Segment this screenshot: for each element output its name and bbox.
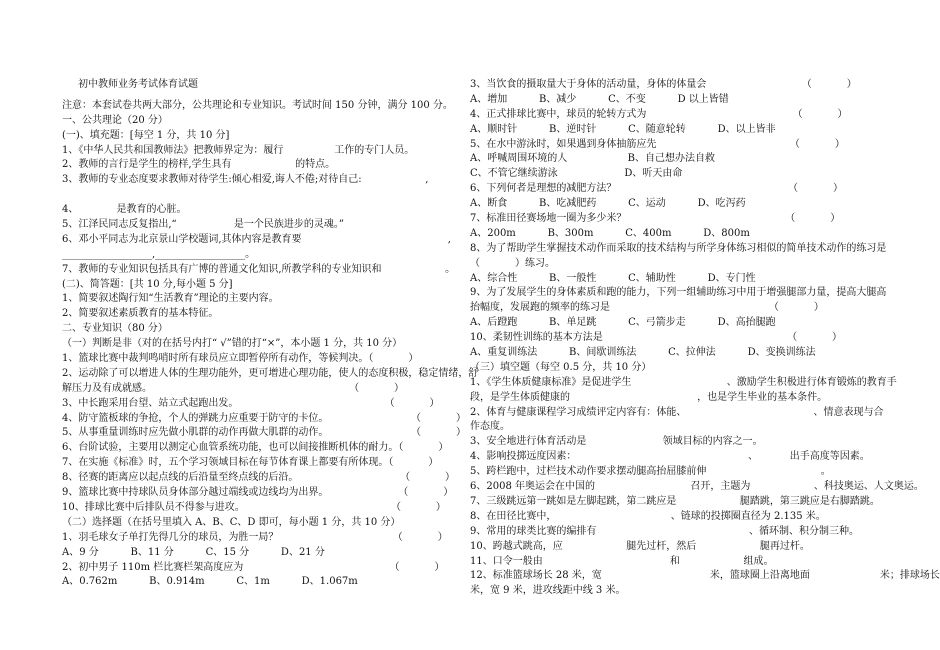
right-line: 5、在水中游泳时，如果遇到身体抽筋应先 （ ） [470, 138, 845, 150]
right-line: A、呼喊周围环境的人 B、自己想办法自救 [470, 153, 715, 165]
right-line: 8、为了帮助学生掌握技术动作而采取的技术结构与所学身体练习相似的简单技术动作的练习是 [470, 242, 887, 254]
left-line: __________________,__________________。 [62, 248, 256, 260]
left-line: 2、运动除了可以增进人体的生理功能外，更可增进心理功能，使人的态度积极，稳定情绪，舒 [62, 367, 479, 379]
right-line: 抬幅度，发展跑的频率的练习是 （ ） [470, 302, 824, 314]
left-line: 注意：本套试卷共两大部分，公共理论和专业知识。考试时间 150 分钟，满分 100 分。 [62, 99, 453, 111]
left-line: 2、简要叙述素质教育的基本特征。 [62, 308, 219, 320]
right-line: 4、正式排球比赛中，球员的轮转方式为 （ ） [470, 108, 848, 120]
right-line: 9、为了发展学生的身体素质和跑的能力，下列一组辅助练习中用于增强腿部力量，提高大腿高 [470, 287, 887, 299]
left-line: 一、公共理论（20 分） [62, 114, 168, 126]
left-column [62, 78, 479, 590]
right-line: A、顺时针 B、逆时针 C、随意轮转 D、以上皆非 [470, 123, 776, 135]
right-line: A、断食 B、吃减肥药 C、运动 D、吃泻药 [470, 198, 746, 210]
right-line: 3、安全地进行体育活动是 领域目标的内容之一。 [470, 436, 763, 448]
right-line: 段，是学生体质健康的 ，也是学生毕业的基本条件。 [470, 391, 828, 403]
left-line: 1、简要叙述陶行知“生活教育”理论的主要内容。 [62, 293, 279, 305]
left-line: (二)、简答题：[共 10 分,每小题 5 分] [62, 278, 233, 290]
right-line: 9、常用的球类比赛的编排有 、循环制、积分制三种。 [470, 525, 859, 537]
right-line: 5、跨栏跑中，过栏技术动作要求摆动腿高抬屈膝前伸 。 [470, 466, 831, 478]
right-line: （ ）练习。 [470, 257, 555, 269]
left-line: 4、 是教育的心脏。 [62, 204, 187, 216]
right-column [470, 78, 940, 599]
right-line: A、200m B、300m C、400m D、800m [470, 227, 750, 239]
right-line: A、综合性 B、一般性 C、辅助性 D、专门性 [470, 272, 756, 284]
left-line: 7、教师的专业知识包括具有广博的普通文化知识,所教学科的专业知识和 。 [62, 263, 456, 275]
left-line: 2、教师的言行是学生的榜样,学生具有 的特点。 [62, 159, 336, 171]
right-line: 12、标准篮球场长 28 米，宽 米，篮球圈上沿离地面 米；排球场长 [470, 570, 940, 582]
right-line: （三）填空题（每空 0.5 分，共 10 分） [470, 361, 652, 373]
right-line: 6、2008 年奥运会在中国的 召开，主题为 、科技奥运、人文奥运。 [470, 481, 924, 493]
right-line: 8、在田径比赛中， 、链球的投掷圈直径为 2.135 米。 [470, 510, 826, 522]
left-line: 4、防守篮板球的争抢，个人的弹跳力应重要于防守的卡位。 （ ） [62, 412, 466, 424]
right-line: 10、跨越式跳高，应 腿先过杆，然后 腿再过杆。 [470, 540, 810, 552]
right-line: 7、三级跳远第一跳如是左脚起跳，第二跳应是 腿踏跳，第三跳应是右脚踏跳。 [470, 495, 880, 507]
left-line: 3、中长跑采用台望、站立式起跑出发。 （ ） [62, 397, 440, 409]
right-line: C、不管它继续游泳 D、听天由命 [470, 168, 683, 180]
left-line: 初中教师业务考试体育试题 [78, 79, 198, 90]
right-line: 7、标准田径赛场地一圈为多少米？ （ ） [470, 213, 841, 225]
left-line: 8、径赛的距离应以起点线的后沿量至终点线的后沿。 （ ） [62, 472, 456, 484]
right-line: 10、柔韧性训练的基本方法是 （ ） [470, 332, 843, 344]
left-line: 7、在实施《标准》时，五个学习领域目标在每节体育课上都要有所体现。（ ） [62, 457, 439, 469]
left-line: 6、邓小平同志为北京景山学校题词,其体内容是教育要 , [62, 233, 451, 245]
left-line [62, 188, 444, 203]
left-line: 5、江泽民同志反复指出,“ 是一个民族进步的灵魂。” [62, 219, 344, 231]
right-line: 6、下列何者是理想的减肥方法？ （ ） [470, 183, 843, 195]
right-line: 4、影响投掷远度因素： 、 出手高度等因素。 [470, 451, 870, 463]
right-line: A、增加 B、减少 C、不变 D 以上皆错 [470, 93, 729, 105]
right-line: 作态度。 [470, 421, 510, 433]
right-line: A、重复训练法 B、间歇训练法 C、拉伸法 D、变换训练法 [470, 347, 816, 359]
left-line: (一)、填充题：[每空 1 分，共 10 分] [62, 129, 230, 141]
left-line: A、0.762m B、0.914m C、1m D、1.067m [62, 576, 358, 588]
left-line: （一）判断是非（对的在括号内打“ √”错的打“×”，本小题 1 分，共 10 分） [62, 338, 403, 350]
left-line: （二）选择题（在括号里填入 A、B、C、D 即可，每小题 1 分，共 10 分） [62, 516, 401, 528]
left-line: 解压力及有成就感。 （ ） [62, 382, 405, 394]
right-line: A、后蹬跑 B、单足跳 C、弓箭步走 D、高抬腿跑 [470, 317, 776, 329]
left-line: 二、专业知识（80 分） [62, 323, 168, 335]
left-line: 3、教师的专业态度要求教师对待学生:倾心相爱,诲人不倦;对待自己: , [62, 174, 429, 186]
right-line: 米，宽 9 米，进攻线距中线 3 米。 [470, 585, 626, 597]
left-line: 2、初中男子 110m 栏比赛栏架高度应为 （ ） [62, 561, 445, 573]
left-line: 10、排球比赛中后排队员不得参与进攻。 （ ） [62, 501, 446, 513]
left-line: A、9 分 B、11 分 C、15 分 D、21 分 [62, 546, 325, 558]
left-line: 1、篮球比赛中裁判鸣哨时所有球员应立即暂停所有动作，等候判决。（ ） [62, 353, 419, 365]
left-line: 9、篮球比赛中持球队员身体部分越过端线或边线均为出界。 （ ） [62, 487, 454, 499]
left-line: 5、从事重量训练时应先做小肌群的动作再做大肌群的动作。 （ ） [62, 427, 466, 439]
right-line: 11、口令一般由 和 组成。 [470, 555, 774, 567]
right-line: 2、体育与健康课程学习成绩评定内容有：体能、 、情意表现与合 [470, 406, 884, 418]
left-line: 6、台阶试验，主要用以测定心血管系统功能，也可以间接推断机体的耐力。（ ） [62, 442, 449, 454]
left-line: 1、《中华人民共和国教师法》把教师界定为：履行 工作的专门人员。 [62, 144, 415, 156]
left-line: 1、羽毛球女子单打先得几分的球员，为胜一局？ （ ） [62, 531, 448, 543]
right-line: 1、《学生体质健康标准》是促进学生 、激励学生积极进行体育锻炼的教育手 [470, 376, 897, 388]
right-line: 3、当饮食的摄取量大于身体的活动量，身体的体量会 （ ） [470, 79, 857, 90]
